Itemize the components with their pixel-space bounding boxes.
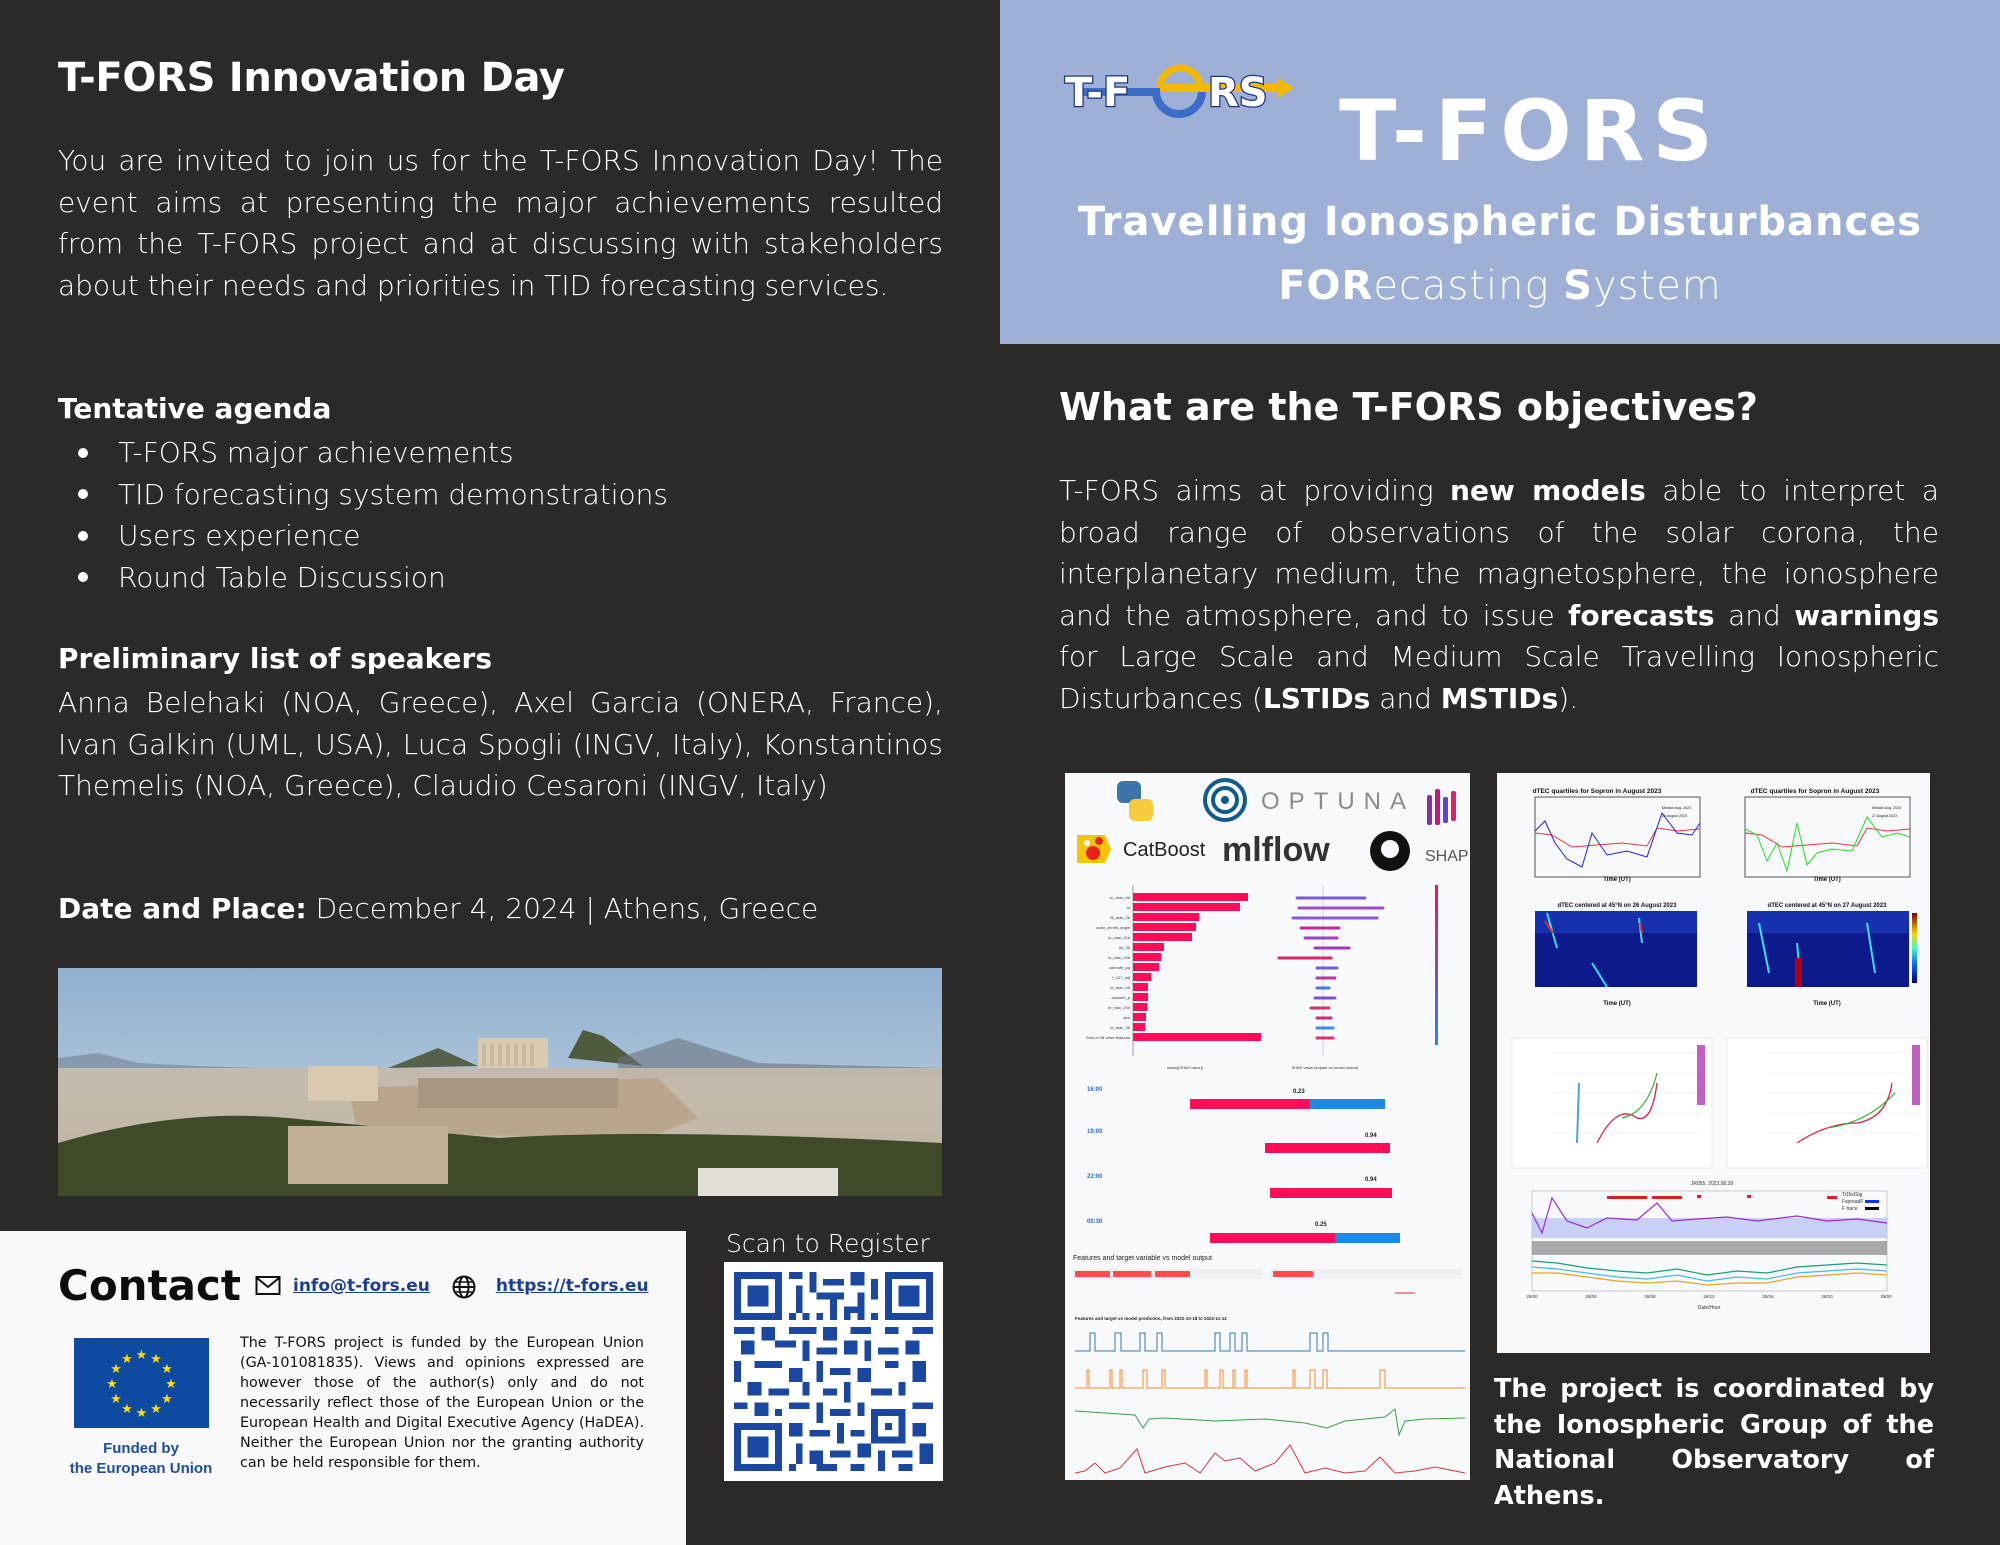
funding-disclaimer: The T-FORS project is funded by the European Union (GA-101081835). Views and opinions expressed are however those of the author(s) only and do not necessarily reflect those of the European Union or the European Health and Digital Executive Agency (HaDEA). Neither the European Union nor the granting authority can be held responsible for them. (240, 1335, 644, 1471)
contact-links (255, 1275, 649, 1297)
svg-text:ie_mav_24h: ie_mav_24h (1108, 1005, 1130, 1010)
svg-text:CatBoost: CatBoost (1123, 839, 1206, 861)
contact-section (0, 1231, 686, 1545)
shap-force-plots (1087, 1087, 1400, 1243)
svg-text:SHAP value (impact on model ou: SHAP value (impact on model output) (1291, 1065, 1359, 1070)
svg-text:16:00: 16:00 (1087, 1087, 1103, 1093)
svg-text:28/20: 28/20 (1821, 1294, 1833, 1299)
globe-icon (452, 1275, 478, 1297)
svg-text:★: ★ (110, 1392, 122, 1407)
acropolis-photo (58, 968, 942, 1196)
bullet-icon (78, 489, 88, 499)
event-title: T-FORS Innovation Day (58, 55, 565, 101)
svg-text:28/08: 28/08 (1644, 1294, 1656, 1299)
dtec-quartile-chart-27aug (1745, 788, 1910, 883)
svg-text:iu_mav_12h: iu_mav_12h (1108, 935, 1130, 940)
svg-text:SHAP: SHAP (1425, 848, 1469, 865)
svg-text:27 August 2023: 27 August 2023 (1872, 814, 1897, 818)
dtec-quartile-chart-26aug (1533, 788, 1700, 883)
ionogram-right (1727, 1038, 1927, 1168)
svg-text:f_107_adj: f_107_adj (1112, 975, 1130, 980)
ionogram-left (1512, 1038, 1712, 1168)
svg-text:★: ★ (110, 1362, 122, 1377)
svg-text:22:00: 22:00 (1087, 1174, 1103, 1180)
svg-text:0.23: 0.23 (1293, 1089, 1305, 1095)
bullet-icon (78, 448, 88, 458)
github-logo-icon (1370, 831, 1410, 871)
svg-text:★: ★ (161, 1392, 173, 1407)
svg-text:★: ★ (135, 1406, 148, 1421)
agenda-list (58, 432, 668, 598)
mail-icon (255, 1275, 281, 1297)
project-subtitle: Travelling Ionospheric Disturbances FORecasting System (1077, 199, 1923, 309)
svg-text:★: ★ (106, 1377, 118, 1392)
contact-heading: Contact (58, 1261, 241, 1310)
objectives-text: T-FORS aims at providing new models able to interpret a broad range of observations of the solar corona, the interplanetary medium, the magnetosphere, the ionosphere and the atmosphere, and to issue forecasts and warnings for Large Scale and Medium Scale Travelling Ionospheric Disturbances (LSTIDs and MSTIDs). (1059, 474, 1939, 715)
svg-text:★: ★ (161, 1362, 173, 1377)
svg-text:28/16: 28/16 (1762, 1294, 1774, 1299)
agenda-item: TID forecasting system demonstrations (58, 474, 668, 516)
svg-text:azimuth_jr: azimuth_jr (1111, 995, 1130, 1000)
svg-text:dTEC quartiles for Sopron in A: dTEC quartiles for Sopron in August 2023 (1532, 788, 1662, 795)
svg-text:ie_mav_6h: ie_mav_6h (1110, 985, 1130, 990)
qr-label: Scan to Register (726, 1229, 930, 1258)
svg-text:hp_30: hp_30 (1118, 945, 1130, 950)
svg-text:28/12: 28/12 (1703, 1294, 1715, 1299)
agenda-item: Users experience (58, 515, 668, 557)
svg-text:mlflow: mlflow (1222, 831, 1330, 869)
svg-text:Features and target vs model p: Features and target vs model prediction, from 2022-10-18 to 2022-11-12 (1075, 1316, 1227, 1321)
svg-text:★: ★ (165, 1377, 177, 1392)
svg-text:Median Aug. 2023: Median Aug. 2023 (1662, 806, 1691, 810)
speakers-list: Anna Belehaki (NOA, Greece), Axel Garcia (ONERA, France), Ivan Galkin (UML, USA), Luca Spogli (INGV, Italy), Konstantinos Themelis (NOA, Greece), Claudio Cesaroni (INGV, Italy) (58, 686, 943, 802)
svg-text:Time (UT): Time (UT) (1813, 1001, 1841, 1007)
catboost-logo-icon (1077, 835, 1111, 863)
svg-text:★: ★ (121, 1402, 133, 1417)
agenda-heading: Tentative agenda (58, 392, 332, 425)
svg-text:RS: RS (1208, 70, 1268, 116)
svg-text:Features and target variable v: Features and target variable vs model output (1073, 1255, 1212, 1262)
svg-text:★: ★ (121, 1352, 133, 1367)
dtec-figure (1497, 773, 1930, 1353)
speakers-heading: Preliminary list of speakers (58, 642, 493, 675)
eu-flag-logo (74, 1338, 209, 1428)
svg-text:28/00: 28/00 (1526, 1294, 1538, 1299)
svg-text:26 August 2023: 26 August 2023 (1662, 814, 1687, 818)
date-and-place: Date and Place: December 4, 2024 | Athens, Greece (58, 892, 819, 925)
svg-text:T-F: T-F (1065, 70, 1131, 116)
svg-text:Time (UT): Time (UT) (1603, 877, 1631, 883)
svg-text:28/04: 28/04 (1585, 1294, 1597, 1299)
svg-text:★: ★ (150, 1402, 162, 1417)
svg-text:mean(|SHAP value|): mean(|SHAP value|) (1166, 1065, 1204, 1070)
svg-text:dTEC quartiles for Sopron in A: dTEC quartiles for Sopron in August 2023 (1750, 788, 1880, 795)
svg-text:iu_mav_6h: iu_mav_6h (1110, 895, 1130, 900)
svg-text:dTEC centered at 45°N on 27 Au: dTEC centered at 45°N on 27 August 2023 (1767, 903, 1887, 909)
svg-text:solar_zenith_angle: solar_zenith_angle (1096, 925, 1130, 930)
svg-text:0.25: 0.25 (1315, 1222, 1327, 1228)
agenda-item: Round Table Discussion (58, 557, 668, 599)
svg-text:0.94: 0.94 (1365, 1177, 1377, 1183)
svg-text:F trace: F trace (1842, 1206, 1858, 1212)
header-banner (1000, 0, 2000, 344)
svg-text:azimuth_pq: azimuth_pq (1109, 965, 1130, 970)
shap-logo-icon (1425, 789, 1469, 865)
svg-text:★: ★ (135, 1348, 148, 1363)
project-title: T-FORS (1339, 82, 1721, 180)
svg-text:★: ★ (150, 1352, 162, 1367)
svg-text:ie_mav_3h: ie_mav_3h (1110, 1025, 1130, 1030)
coordinator-note: The project is coordinated by the Ionospheric Group of the National Observatory of Athens. (1494, 1374, 1934, 1511)
shap-beeswarm-chart (1279, 885, 1438, 1070)
python-logo-icon (1117, 781, 1153, 821)
optuna-logo-icon (1205, 780, 1245, 820)
dtec-map-26aug (1535, 903, 1697, 1007)
svg-text:00:30: 00:30 (1087, 1219, 1103, 1225)
svg-text:Time (UT): Time (UT) (1813, 877, 1841, 883)
svg-text:Time (UT): Time (UT) (1603, 1001, 1631, 1007)
objectives-heading: What are the T-FORS objectives? (1059, 385, 1758, 429)
website-link[interactable]: https://t-fors.eu (495, 1276, 649, 1296)
svg-text:hf: hf (1126, 905, 1130, 910)
svg-text:dTEC centered at 45°N on 26 Au: dTEC centered at 45°N on 26 August 2023 (1557, 903, 1677, 909)
svg-text:OPTUNA: OPTUNA (1261, 788, 1416, 815)
svg-text:19:00: 19:00 (1087, 1129, 1103, 1135)
svg-text:TrDistSig: TrDistSig (1842, 1192, 1863, 1198)
svg-text:29/00: 29/00 (1880, 1294, 1892, 1299)
bullet-icon (78, 531, 88, 541)
jr055-timeseries-chart (1526, 1181, 1892, 1311)
registration-qr-code[interactable] (724, 1262, 943, 1481)
svg-text:smr: smr (1123, 1015, 1130, 1020)
shap-bar-chart (1086, 885, 1261, 1070)
event-intro: You are invited to join us for the T-FORS Innovation Day! The event aims at presenting the major achievements resulted from the T-FORS project and at discussing with stakeholders about their needs and priorities in TID forecasting services. (58, 144, 943, 302)
svg-text:JR055, 2023.08.28: JR055, 2023.08.28 (1690, 1181, 1734, 1187)
svg-text:Sum of 38 other features: Sum of 38 other features (1085, 1035, 1130, 1040)
svg-text:hf_mav_2h: hf_mav_2h (1110, 915, 1130, 920)
eu-funding-caption: Funded by the European Union (69, 1440, 213, 1477)
ml-tools-figure (1065, 773, 1470, 1480)
svg-text:iu_mav_24h: iu_mav_24h (1108, 955, 1130, 960)
dtec-map-27aug (1747, 903, 1917, 1007)
bullet-icon (78, 572, 88, 582)
agenda-item: T-FORS major achievements (58, 432, 668, 474)
svg-text:Median Aug. 2023: Median Aug. 2023 (1872, 806, 1901, 810)
svg-text:Date/Hour: Date/Hour (1697, 1305, 1721, 1311)
svg-text:0.94: 0.94 (1365, 1133, 1377, 1139)
svg-text:FspreadF: FspreadF (1842, 1199, 1864, 1205)
email-link[interactable]: info@t-fors.eu (293, 1276, 430, 1296)
